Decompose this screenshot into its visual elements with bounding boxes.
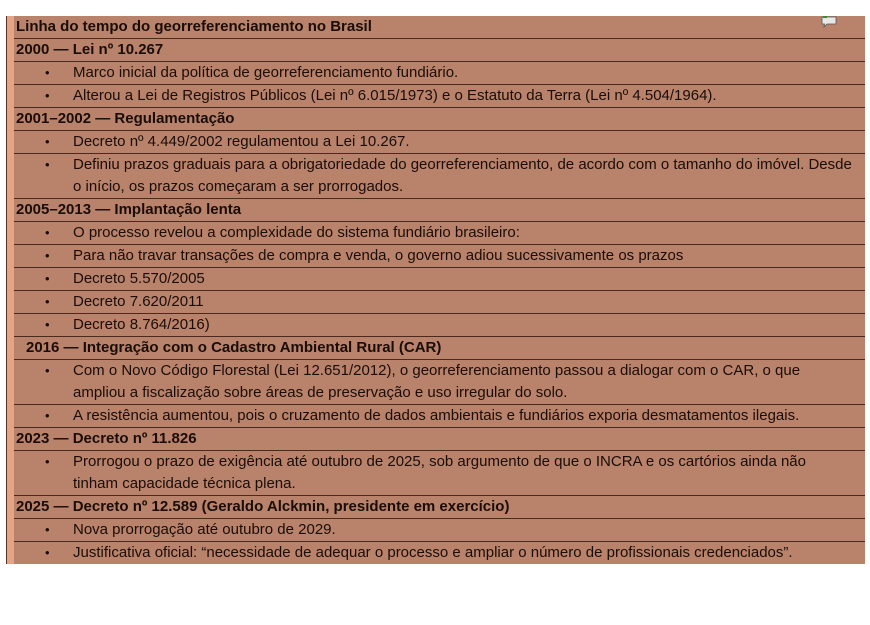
list-item <box>14 154 865 199</box>
list-item-text: Decreto 7.620/2011 <box>73 293 204 310</box>
bullet-icon: • <box>45 88 50 103</box>
bullet-icon: • <box>45 134 50 149</box>
list-item <box>14 314 865 337</box>
section-heading: 2005–2013 — Implantação lenta <box>14 199 865 222</box>
list-item-text: Justificativa oficial: “necessidade de adequar o processo e ampliar o número de profissionais credenciados”. <box>73 544 793 561</box>
list-item-text: Para não travar transações de compra e venda, o governo adiou sucessivamente os prazos <box>73 247 684 264</box>
list-item-text: Decreto nº 4.449/2002 regulamentou a Lei 10.267. <box>73 133 410 150</box>
list-item <box>14 85 865 108</box>
section-heading: 2023 — Decreto nº 11.826 <box>14 428 865 451</box>
list-item-text: Definiu prazos graduais para a obrigatoriedade do georreferenciamento, de acordo com o tamanho do imóvel. Desde o início, os prazos começaram a ser prorrogados. <box>73 156 852 195</box>
list-item-text: Marco inicial da política de georreferenciamento fundiário. <box>73 64 459 81</box>
bullet-icon: • <box>45 454 50 469</box>
list-item-text: Nova prorrogação até outubro de 2029. <box>73 521 336 538</box>
list-item-text: A resistência aumentou, pois o cruzamento de dados ambientais e fundiários exporia desmatamentos ilegais. <box>73 407 800 424</box>
section-heading: 2025 — Decreto nº 12.589 (Geraldo Alckmin, presidente em exercício) <box>14 496 865 519</box>
list-item <box>14 268 865 291</box>
list-item-text: Alterou a Lei de Registros Públicos (Lei nº 6.015/1973) e o Estatuto da Terra (Lei nº 4.504/1964). <box>73 87 717 104</box>
list-item <box>14 451 865 496</box>
timeline-table <box>6 16 865 564</box>
table-title-row <box>14 16 865 39</box>
bullet-icon: • <box>45 408 50 423</box>
list-item <box>14 519 865 542</box>
list-item-text: Decreto 8.764/2016) <box>73 316 210 333</box>
bullet-icon: • <box>45 271 50 286</box>
bullet-icon: • <box>45 522 50 537</box>
bullet-icon: • <box>45 65 50 80</box>
list-item <box>14 360 865 405</box>
list-item <box>14 131 865 154</box>
section-heading: 2000 — Lei nº 10.267 <box>14 39 865 62</box>
bullet-icon: • <box>45 157 50 172</box>
section-heading: 2016 — Integração com o Cadastro Ambiental Rural (CAR) <box>14 337 865 360</box>
list-item <box>14 405 865 428</box>
list-item <box>14 222 865 245</box>
bullet-icon: • <box>45 545 50 560</box>
bullet-icon: • <box>45 294 50 309</box>
list-item-text: Com o Novo Código Florestal (Lei 12.651/2012), o georreferenciamento passou a dialogar com o CAR, o que ampliou a fiscalização sobre áreas de preservação e uso irregular do solo. <box>73 362 801 401</box>
bullet-icon: • <box>45 225 50 240</box>
list-item <box>14 62 865 85</box>
comment-icon[interactable] <box>821 16 837 28</box>
list-item <box>14 245 865 268</box>
list-item <box>14 542 865 564</box>
list-item-text: Decreto 5.570/2005 <box>73 270 205 287</box>
left-strip <box>7 16 14 564</box>
table-title: Linha do tempo do georreferenciamento no Brasil <box>16 18 372 35</box>
list-item-text: O processo revelou a complexidade do sistema fundiário brasileiro: <box>73 224 520 241</box>
bullet-icon: • <box>45 248 50 263</box>
bullet-icon: • <box>45 317 50 332</box>
list-item <box>14 291 865 314</box>
list-item-text: Prorrogou o prazo de exigência até outubro de 2025, sob argumento de que o INCRA e os cartórios ainda não tinham capacidade técnica plena. <box>73 453 806 492</box>
bullet-icon: • <box>45 363 50 378</box>
section-heading: 2001–2002 — Regulamentação <box>14 108 865 131</box>
